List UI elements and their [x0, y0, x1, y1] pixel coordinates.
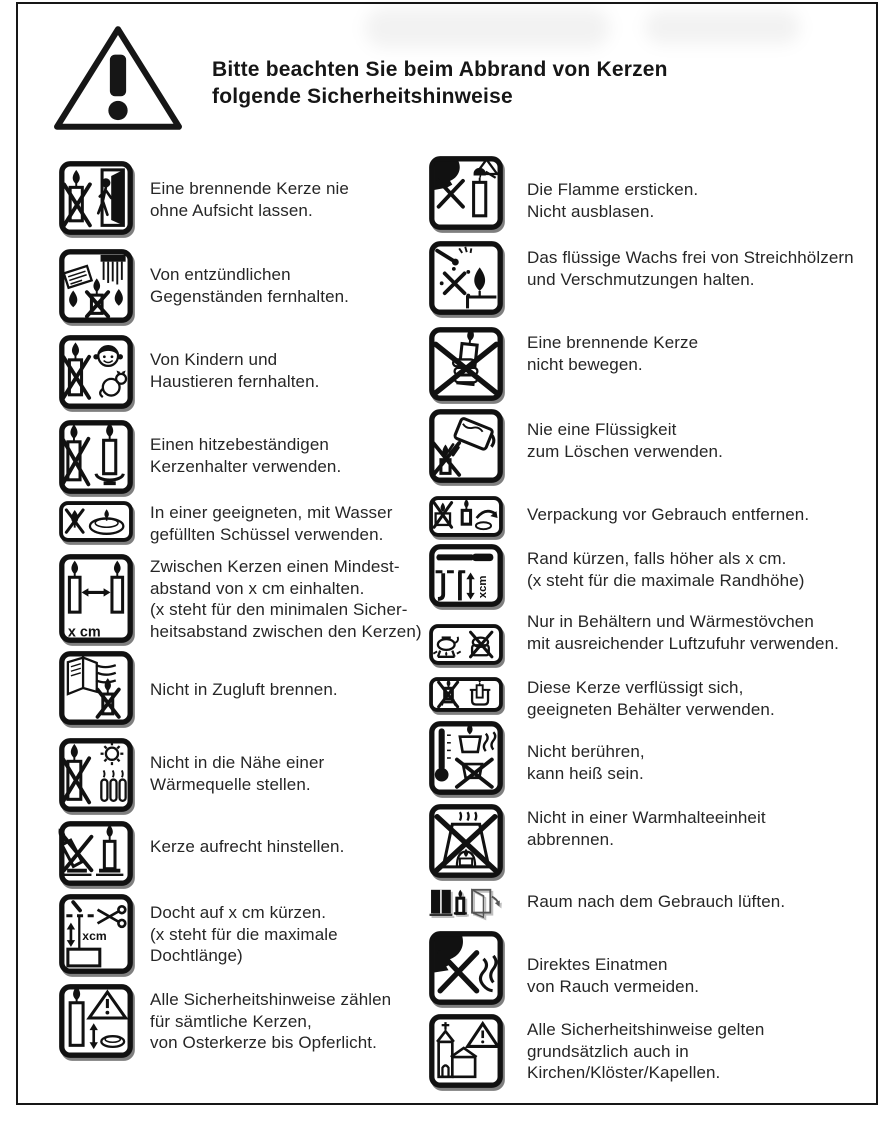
churches-icon — [428, 1013, 504, 1089]
text-line: für sämtliche Kerzen, — [150, 1011, 312, 1031]
text-line: Haustieren fernhalten. — [150, 371, 320, 391]
text-line: Nicht in die Nähe einer — [150, 753, 325, 772]
flammable-objects-icon — [58, 248, 134, 324]
do-not-touch-icon — [428, 720, 504, 796]
safety-item-text — [527, 954, 699, 997]
safety-item-text — [527, 332, 698, 375]
scan-smudge — [365, 8, 610, 48]
text-line: Kerze aufrecht hinstellen. — [150, 837, 345, 856]
safety-item-text — [527, 247, 854, 290]
children-pets-icon — [58, 334, 134, 410]
all-candle-types-icon — [58, 983, 134, 1059]
safety-item-text — [527, 611, 839, 654]
safety-item-text — [150, 679, 338, 701]
text-line: von Rauch vermeiden. — [527, 976, 700, 996]
safety-item-text — [527, 504, 809, 526]
liquefying-candle-icon — [428, 676, 504, 713]
snuff-flame-icon — [428, 155, 504, 231]
safety-item-text — [150, 989, 391, 1054]
warning-triangle-icon — [52, 24, 184, 132]
safety-item-text — [150, 264, 349, 307]
safety-item-text — [150, 502, 392, 545]
text-line: zum Löschen verwenden. — [527, 441, 723, 461]
safety-item-text — [150, 836, 344, 858]
text-line: Von entzündlichen — [150, 265, 291, 284]
text-line: (x steht für den minimalen Sicher- — [150, 600, 408, 619]
safety-item-text — [527, 1019, 764, 1084]
no-smoke-inhalation-icon — [428, 930, 504, 1006]
text-line: Das flüssige Wachs frei von Streichhölzern — [527, 248, 854, 267]
text-line: Eine brennende Kerze nie — [150, 179, 349, 198]
text-line: Nie eine Flüssigkeit — [527, 420, 677, 439]
text-line: Gegenständen fernhalten. — [150, 286, 349, 306]
svg-text:xcm: xcm — [476, 575, 489, 599]
text-line: Von Kindern und — [150, 350, 278, 369]
safety-item-text — [527, 179, 698, 222]
safety-item-text — [527, 677, 775, 720]
text-line: heitsabstand zwischen den Kerzen) — [150, 621, 422, 641]
ventilate-room-icon — [428, 886, 504, 921]
safety-item-text — [527, 891, 785, 913]
text-line: geeigneten Behälter verwenden. — [527, 699, 775, 719]
upright-candle-icon — [58, 820, 134, 887]
text-line: Nur in Behältern und Wärmestövchen — [527, 612, 814, 631]
text-line: Docht auf x cm kürzen. — [150, 903, 327, 922]
text-line: Kirchen/Klöster/Kapellen. — [527, 1063, 721, 1082]
safety-item-text — [150, 556, 422, 642]
trim-rim-icon — [428, 543, 504, 608]
text-line: (x steht für die maximale — [150, 924, 338, 944]
heat-resistant-holder-icon — [58, 419, 134, 495]
text-line: Eine brennende Kerze — [527, 333, 699, 352]
text-line: nicht bewegen. — [527, 354, 643, 374]
text-line: Nicht ausblasen. — [527, 201, 655, 221]
scan-smudge — [645, 10, 800, 44]
text-line: Nicht berühren, — [527, 742, 645, 761]
safety-item-text — [150, 902, 338, 967]
text-line: Rand kürzen, falls höher als x cm. — [527, 549, 787, 568]
text-line: mit ausreichender Luftzufuhr verwenden. — [527, 633, 839, 653]
keep-wax-clean-icon — [428, 240, 504, 316]
safety-item-text — [150, 752, 324, 795]
text-line: von Osterkerze bis Opferlicht. — [150, 1033, 377, 1052]
text-line: Die Flamme ersticken. — [527, 180, 699, 199]
remove-packaging-icon — [428, 495, 504, 538]
safety-item-text — [527, 741, 645, 784]
page-title-line1: Bitte beachten Sie beim Abbrand von Kerzen — [212, 58, 668, 81]
text-line: Direktes Einatmen — [527, 955, 668, 974]
text-line: Kerzenhalter verwenden. — [150, 456, 342, 476]
text-line: Wärmequelle stellen. — [150, 774, 311, 794]
text-line: kann heiß sein. — [527, 763, 644, 783]
svg-text:xcm: xcm — [82, 929, 107, 944]
container-airflow-icon — [428, 623, 504, 666]
text-line: Nicht in einer Warmhalteeinheit — [527, 808, 766, 827]
no-heat-source-icon — [58, 737, 134, 813]
water-bowl-icon — [58, 500, 134, 543]
safety-item-text — [150, 178, 349, 221]
text-line: (x steht für die maximale Randhöhe) — [527, 570, 805, 590]
text-line: In einer geeigneten, mit Wasser — [150, 503, 393, 522]
text-line: Nicht in Zugluft brennen. — [150, 680, 338, 699]
text-line: Dochtlänge) — [150, 946, 243, 965]
page-title — [212, 56, 668, 110]
text-line: gefüllten Schüssel verwenden. — [150, 524, 384, 544]
text-line: grundsätzlich auch in — [527, 1041, 689, 1061]
text-line: Raum nach dem Gebrauch lüften. — [527, 892, 786, 911]
svg-text:x cm: x cm — [67, 624, 101, 641]
candle-unattended-icon — [58, 160, 134, 236]
text-line: ohne Aufsicht lassen. — [150, 200, 313, 220]
text-line: abstand von x cm einhalten. — [150, 578, 365, 598]
no-draft-icon — [58, 650, 134, 726]
text-line: und Verschmutzungen halten. — [527, 269, 755, 289]
no-warming-unit-icon — [428, 803, 504, 879]
safety-item-text — [527, 807, 766, 850]
safety-item-text — [150, 349, 319, 392]
safety-item-text — [527, 419, 723, 462]
page-title-line2: folgende Sicherheitshinweise — [212, 85, 513, 108]
text-line: abbrennen. — [527, 829, 615, 849]
text-line: Alle Sicherheitshinweise zählen — [150, 990, 392, 1009]
safety-item-text — [150, 434, 341, 477]
text-line: Verpackung vor Gebrauch entfernen. — [527, 505, 810, 524]
safety-item-text — [527, 548, 805, 591]
do-not-move-icon — [428, 326, 504, 402]
text-line: Einen hitzebeständigen — [150, 435, 329, 454]
text-line: Diese Kerze verflüssigt sich, — [527, 678, 744, 697]
text-line: Zwischen Kerzen einen Mindest- — [150, 557, 400, 576]
candle-distance-icon — [58, 553, 134, 644]
trim-wick-icon — [58, 893, 134, 975]
no-liquid-extinguishing-icon — [428, 408, 504, 484]
text-line: Alle Sicherheitshinweise gelten — [527, 1020, 765, 1039]
